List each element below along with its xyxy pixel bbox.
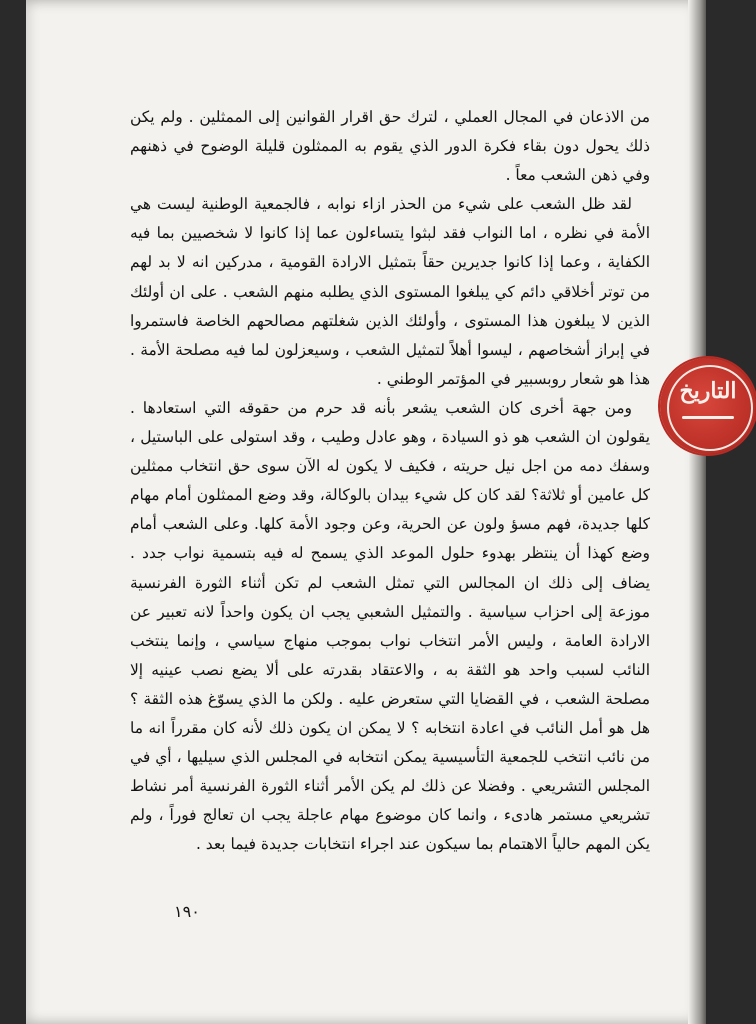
stamp-text: التاريخ [679, 378, 737, 404]
paragraph-2: لقد ظل الشعب على شيء من الحذر ازاء نوابه ، فالجمعية الوطنية ليست هي الأمة في نظره ، اما النواب فقد لبثوا يتساءلون عما إذا كانوا لا شخصيين بما فيه الكفاية ، وعما إذا كانوا جديرين حقاً بتمثيل الارادة القومية ، مدركين انه لا بد لهم من توتر أخلاقي دائم كي يبلغوا المستوى الذي يطلبه منهم الشعب . على ان أولئك الذين لا يبلغون هذا المستوى ، وأولئك الذين شغلتهم مصالحهم الخاصة فاستمروا في إبراز أشخاصهم ، ليسوا أهلاً لتمثيل الشعب ، وسيعزلون لما فيه مصلحة الأمة . هذا هو شعار روبسبير في المؤتمر الوطني . [130, 195, 650, 388]
paragraph-1: من الاذعان في المجال العملي ، لترك حق اقرار القوانين إلى الممثلين . ولم يكن ذلك يحول دون بقاء فكرة الدور الذي يقوم به الممثلون قليلة الوضوح في ذهنهم وفي ذهن الشعب معاً . [130, 108, 650, 185]
page-gutter-shadow [688, 0, 706, 1024]
body-text [130, 103, 650, 859]
paragraph-3: ومن جهة أخرى كان الشعب يشعر بأنه قد حرم من حقوقه التي استعادها . يقولون ان الشعب هو ذو السيادة ، وهو عادل وطيب ، وقد استولى على الباستيل ، وسفك دمه من اجل نيل حريته ، فكيف لا يكون له الآن سوى حق انتخاب ممثلين كل عامين أو ثلاثة؟ لقد كان كل شيء بيدان بالوكالة، وقد وضع الممثلون أمام مهام كلها جديدة، فهم مسؤ ولون عن الحرية، وعن وجود الأمة كلها. وعلى الشعب أمام وضع كهذا أن ينتظر بهدوء حلول الموعد الذي يسمح له فيه بتسمية نواب جدد . يضاف إلى ذلك ان المجالس التي تمثل الشعب لم تكن أثناء الثورة الفرنسية موزعة إلى احزاب سياسية . والتمثيل الشعبي يجب ان يكون واحداً لانه تعبير عن الارادة العامة ، وليس الأمر انتخاب نواب بموجب منهاج سياسي ، وإنما ينتخب النائب لسبب واحد هو الثقة به ، والاعتقاد بقدرته على ألا يضع نصب عينيه إلا مصلحة الشعب ، في القضايا التي ستعرض عليه . ولكن ما الذي يسوّغ هذه الثقة ؟ هل هو أمل النائب في اعادة انتخابه ؟ لا يمكن ان يكون ذلك لأنه كان مقرراً انه ما من نائب انتخب للجمعية التأسيسية يمكن انتخابه في المجلس الذي سيليها ، أي في المجلس التشريعي . وفضلا عن ذلك لم يكن الأمر أثناء الثورة الفرنسية أمر نشاط تشريعي مستمر هادىء ، وانما كان موضوع مهام عاجلة يجب ان تعالج فوراً ، ولم يكن المهم حالياً الاهتمام بما سيكون عند اجراء انتخابات جديدة فيما بعد . [130, 398, 650, 854]
library-stamp [660, 358, 756, 454]
page-number: ١٩٠ [174, 902, 200, 921]
book-page [26, 0, 706, 1024]
stamp-underline [682, 416, 734, 419]
